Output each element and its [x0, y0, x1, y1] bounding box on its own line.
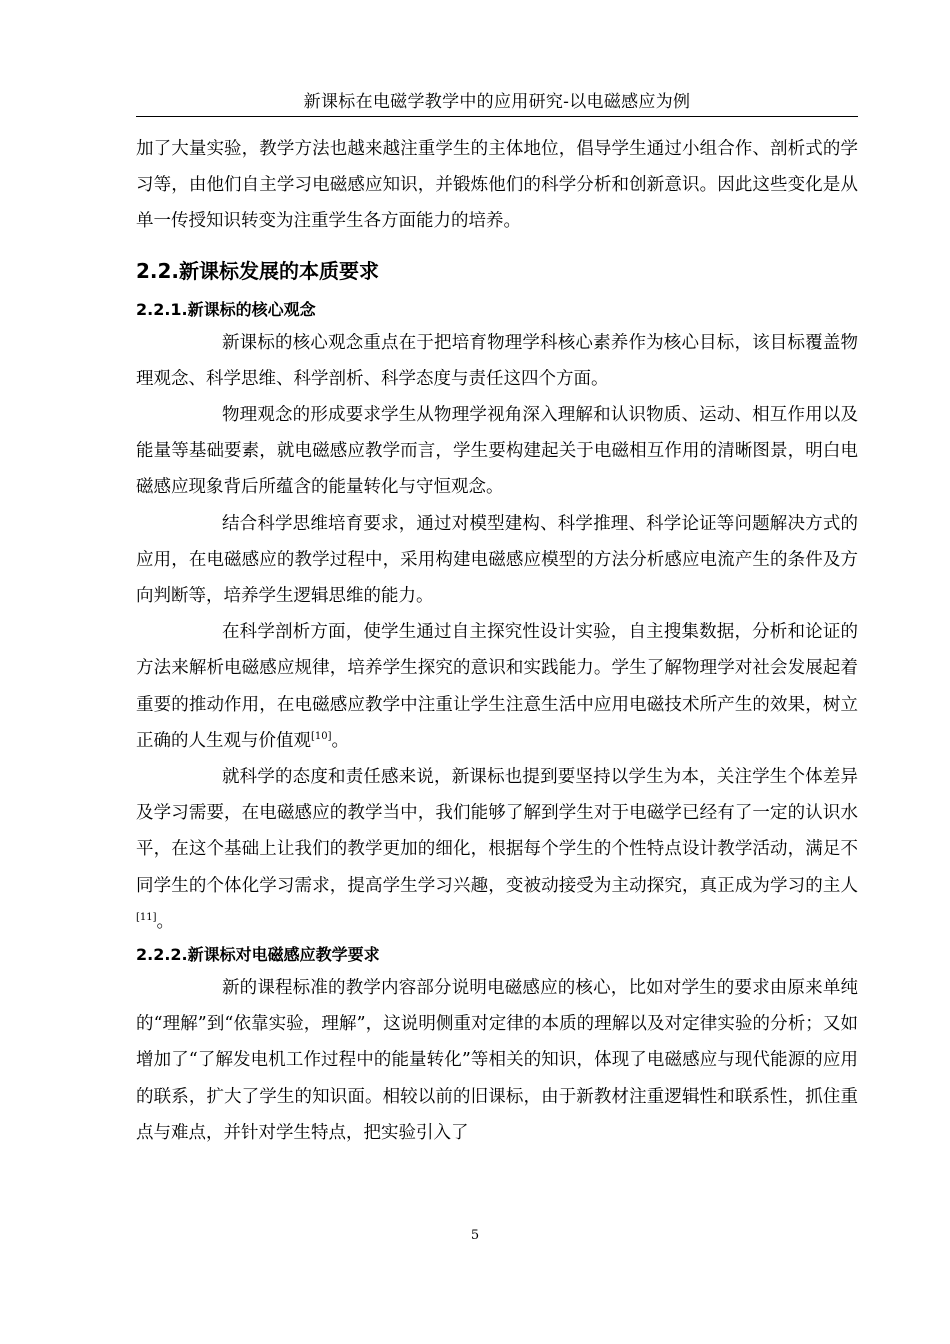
citation-ref: [10]	[311, 731, 332, 743]
subsection-heading-2-2-2: 2.2.2.新课标对电磁感应教学要求	[136, 945, 380, 965]
paragraph-end: 。	[331, 730, 350, 751]
paragraph-core-concept: 新课标的核心观念重点在于把培育物理学科核心素养作为核心目标，该目标覆盖物理观念、科学思维、科学剖析、科学态度与责任这四个方面。	[136, 332, 858, 389]
paragraph-text: 在科学剖析方面，使学生通过自主探究性设计实验，自主搜集数据，分析和论证的方法来解析电磁感应规律，培养学生探究的意识和实践能力。学生了解物理学对社会发展起着重要的推动作用，在电磁感应教学中注重让学生注意生活中应用电磁技术所产生的效果，树立正确的人生观与价值观	[136, 622, 858, 751]
citation-ref: [11]	[136, 912, 157, 924]
page-body	[136, 131, 858, 1151]
paragraph-text: 就科学的态度和责任感来说，新课标也提到要坚持以学生为本，关注学生个体差异及学习需要，在电磁感应的教学当中，我们能够了解到学生对于电磁学已经有了一定的认识水平，在这个基础上让我们的教学更加的细化，根据每个学生的个性特点设计教学活动，满足不同学生的个体化学习需求，提高学生学习兴趣，变被动接受为主动探究，真正成为学习的主人	[136, 767, 858, 896]
paragraph-scientific-analysis	[136, 614, 858, 759]
page-number: 5	[470, 1228, 480, 1243]
paragraph-physics-concept: 物理观念的形成要求学生从物理学视角深入理解和认识物质、运动、相互作用以及能量等基础要素，就电磁感应教学而言，学生要构建起关于电磁相互作用的清晰图景，明白电磁感应现象背后所蕴含的能量转化与守恒观念。	[136, 405, 858, 498]
paragraph-attitude-responsibility	[136, 759, 858, 940]
paragraph-teaching-requirements: 新的课程标准的教学内容部分说明电磁感应的核心，比如对学生的要求由原来单纯的“理解”到“依靠实验，理解”，这说明侧重对定律的本质的理解以及对定律实验的分析；又如增加了“了解发电机工作过程中的能量转化”等相关的知识，体现了电磁感应与现代能源的应用的联系，扩大了学生的知识面。相较以前的旧课标，由于新教材注重逻辑性和联系性，抓住重点与难点，并针对学生特点，把实验引入了	[136, 978, 858, 1143]
paragraph-end: 。	[156, 911, 175, 932]
subsection-heading-2-2-1: 2.2.1.新课标的核心观念	[136, 299, 316, 319]
section-heading-2-2: 2.2.新课标发展的本质要求	[136, 258, 380, 283]
running-header: 新课标在电磁学教学中的应用研究-以电磁感应为例	[136, 88, 858, 117]
paragraph-continued: 加了大量实验，教学方法也越来越注重学生的主体地位，倡导学生通过小组合作、剖析式的学习等，由他们自主学习电磁感应知识，并锻炼他们的科学分析和创新意识。因此这些变化是从单一传授知识转变为注重学生各方面能力的培养。	[136, 139, 858, 232]
paragraph-scientific-thinking: 结合科学思维培育要求，通过对模型建构、科学推理、科学论证等问题解决方式的应用，在电磁感应的教学过程中，采用构建电磁感应模型的方法分析感应电流产生的条件及方向判断等，培养学生逻辑思维的能力。	[136, 513, 858, 607]
